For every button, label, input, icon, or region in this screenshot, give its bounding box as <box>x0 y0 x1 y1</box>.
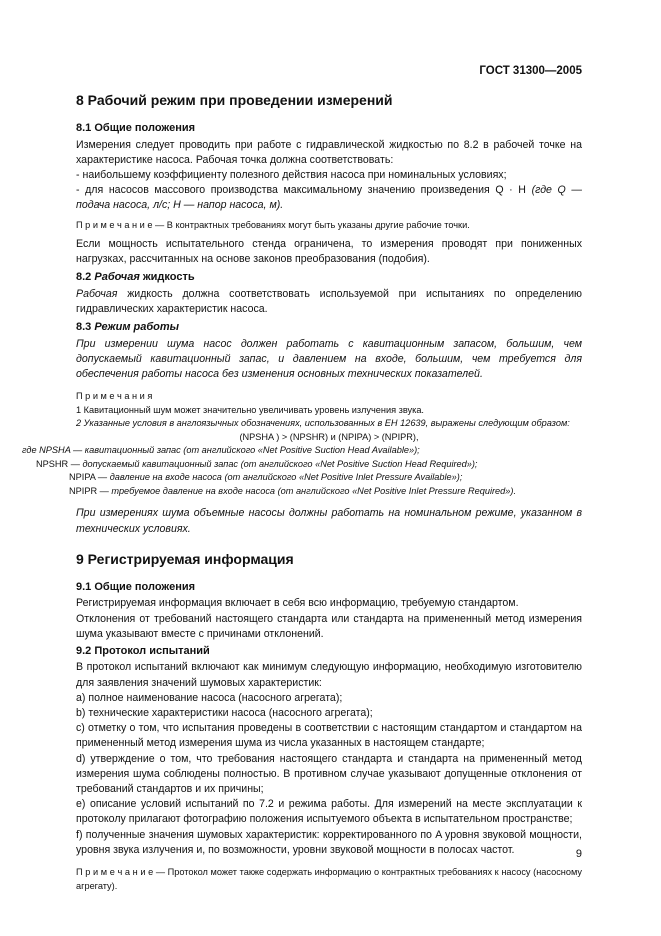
title-italic: Режим работы <box>94 321 180 334</box>
bullet-2-where: (где Q — подача насоса, л/с; H — напор насоса, м). <box>76 184 582 212</box>
section-8-1-title: 8.1 Общие положения <box>76 122 196 134</box>
list-item-f: f) полученные значения шумовых характеристик: корректированного по A уровня звуковой мощности, уровня звука излучения и, по возможности, уровни звуковой мощности в полосах частот. <box>76 828 582 856</box>
section-8-3-para-1: При измерении шума насос должен работать с кавитационным запасом, большим, чем допускаемый кавитационный запас, и давлением на входе, большим, чем требуется для обеспечения работы насоса без изменения основных технических показателей. <box>76 337 582 381</box>
definition-npshr: NPSHR — допускаемый кавитационный запас (от английского «Net Positive Suction Head Required»); <box>36 458 478 469</box>
section-9-1-para-2: Отклонения от требований настоящего стандарта или стандарта на примененный метод измерения шума указывают вместе с причинами отклонений. <box>76 612 582 640</box>
section-9-2-title: 9.2 Протокол испытаний <box>76 644 210 657</box>
formula: (NPSHA ) > (NPSHR) и (NPIPA) > (NPIPR), <box>239 431 419 442</box>
definitions-list <box>22 444 582 498</box>
section-8-3-title <box>76 320 582 335</box>
section-8-3-notes-label: П р и м е ч а н и я <box>76 391 153 402</box>
definition-npipa: NPIPA — давление на входе насоса (от английского «Net Positive Inlet Pressure Available»); <box>69 472 463 483</box>
section-9-title: 9 Регистрируемая информация <box>76 550 294 567</box>
note-text: — В контрактных требованиях могут быть указаны другие рабочие точки. <box>155 219 470 230</box>
list-item-c: с) отметку о том, что испытания проведены в соответствии с настоящим стандартом и стандартом на примененный метод измерения шума из числа указанных в настоящем стандарте; <box>76 722 582 750</box>
list-item-d: d) утверждение о том, что требования настоящего стандарта и стандарта на примененный метод измерения шума соблюдены полностью. В противном случае указывают допущенные отклонения от требований стандартов и их причины; <box>76 752 582 796</box>
definition-npsha: где NPSHA — кавитационный запас (от английского «Net Positive Suction Head Available»); <box>22 445 420 456</box>
section-number: 8.2 <box>76 271 92 284</box>
standard-number: ГОСТ 31300—2005 <box>479 65 582 77</box>
section-9-2-note <box>76 866 582 893</box>
section-8-1-bullet-1: - наибольшему коэффициенту полезного действия насоса при номинальных условиях; <box>76 168 507 181</box>
section-8-1-para-1: Измерения следует проводить при работе с гидравлической жидкостью по 8.2 в рабочей точке на характеристике насоса. Рабочая точка должна соответствовать: <box>76 138 582 166</box>
page-content <box>22 92 582 893</box>
note-text: — Протокол может также содержать информацию о контрактных требованиях к насосу (насосному агрегату). <box>76 867 582 891</box>
section-9-1-para-1: Регистрируемая информация включает в себя всю информацию, требуемую стандартом. <box>76 597 519 610</box>
para-italic-word: Рабочая <box>76 287 118 300</box>
section-8-title: 8 Рабочий режим при проведении измерений <box>76 92 393 108</box>
section-8-2-title <box>76 270 582 285</box>
para-rest: жидкость должна соответствовать используемой при испытаниях по определению гидравлических характеристик насоса. <box>76 287 582 316</box>
section-9-1-title: 9.1 Общие положения <box>76 580 196 593</box>
section-8-3-para-2: При измерениях шума объемные насосы должны работать на номинальном режиме, указанном в технических условиях. <box>76 507 582 535</box>
title-rest: жидкость <box>142 271 195 284</box>
list-item-a: а) полное наименование насоса (насосного агрегата); <box>76 691 343 704</box>
section-8-1-note <box>76 219 582 233</box>
list-item-b: b) технические характеристики насоса (насосного агрегата); <box>76 707 373 720</box>
page-number: 9 <box>575 848 582 860</box>
note-label: П р и м е ч а н и е <box>76 219 153 230</box>
section-8-3-note-2: 2 Указанные условия в англоязычных обозначениях, использованных в ЕН 12639, выражены следующим образом: <box>76 418 570 429</box>
list-item-e: е) описание условий испытаний по 7.2 и режима работы. Для измерений на месте эксплуатации к протоколу прилагают фотографию положения испытуемого объекта в испытательном пространстве; <box>76 798 582 826</box>
section-8-3-note-1: 1 Кавитационный шум может значительно увеличивать уровень излучения звука. <box>76 404 424 415</box>
section-8-2-para-1 <box>76 287 582 317</box>
section-8-1-bullet-2 <box>76 183 582 213</box>
title-italic: Рабочая <box>94 271 140 284</box>
section-9-2-para-1: В протокол испытаний включают как минимум следующую информацию, необходимую изготовителю для заявления значений шумовых характеристик: <box>76 661 582 689</box>
section-8-1-para-2: Если мощность испытательного стенда ограничена, то измерения проводят при пониженных нагрузках, рассчитанных на основе законов преобразования (подобия). <box>76 238 582 266</box>
section-number: 8.3 <box>76 321 92 334</box>
bullet-2-main: - для насосов массового производства максимальному значению произведения Q · H <box>76 184 526 197</box>
note-label: П р и м е ч а н и е <box>76 867 154 878</box>
definition-npipr: NPIPR — требуемое давление на входе насоса (от английского «Net Positive Inlet Pressure Required»). <box>69 485 516 496</box>
